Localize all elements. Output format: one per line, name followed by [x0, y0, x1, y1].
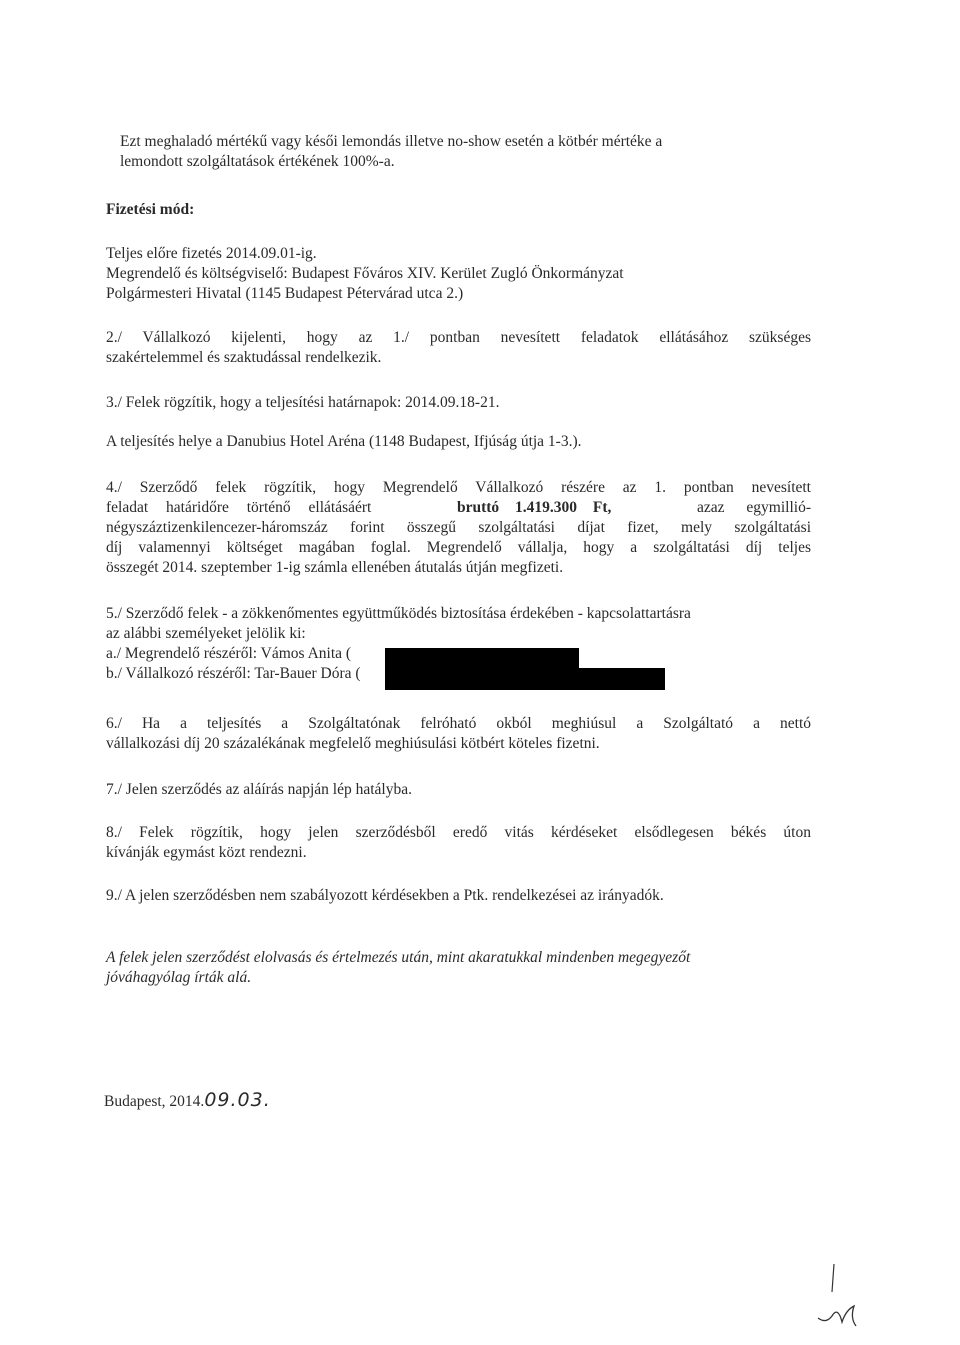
clause-6: [106, 714, 811, 754]
text-line: Ezt meghaladó mértékű vagy késői lemondás illetve no-show esetén a kötbér mértéke a: [120, 133, 663, 150]
text-line: A teljesítés helye a Danubius Hotel Aréna (1148 Budapest, Ifjúság útja 1-3.).: [106, 433, 582, 450]
text-line: négyszáztizenkilencezer-háromszáz forint összegű szolgáltatási díjat fizet, mely szolgáltatási: [106, 519, 811, 536]
redaction-block: [385, 668, 665, 690]
payment-details: [106, 244, 811, 304]
clause-8: [106, 823, 811, 863]
text-line: 2./ Vállalkozó kijelenti, hogy az 1./ pontban nevesített feladatok ellátásához szükséges: [106, 329, 811, 346]
text-line: Polgármesteri Hivatal (1145 Budapest Pétervárad utca 2.): [106, 285, 464, 302]
place-and-date: [104, 1090, 404, 1112]
text-line: díj valamennyi költséget magában foglal. Megrendelő vállalja, hogy a szolgáltatási díj teljes: [106, 539, 811, 556]
text-line: kívánják egymást közt rendezni.: [106, 844, 307, 861]
text-line: 4./ Szerződő felek rögzítik, hogy Megrendelő Vállalkozó részére az 1. pontban nevesített: [106, 479, 811, 496]
text-line: Teljes előre fizetés 2014.09.01-ig.: [106, 245, 317, 262]
text-line: összegét 2014. szeptember 1-ig számla ellenében átutalás útján megfizeti.: [106, 559, 564, 576]
contact-contractor: b./ Vállalkozó részéről: Tar-Bauer Dóra (: [106, 665, 361, 682]
text-line: Megrendelő és költségviselő: Budapest Főváros XIV. Kerület Zugló Önkormányzat: [106, 265, 624, 282]
text-line: az alábbi személyeket jelölik ki:: [106, 625, 306, 642]
signature-mark: [812, 1262, 872, 1332]
paragraph-cancellation: [106, 132, 811, 172]
clause-4: [106, 478, 811, 578]
contact-customer: a./ Megrendelő részéről: Vámos Anita (: [106, 645, 352, 662]
gross-amount: bruttó 1.419.300 Ft,: [456, 499, 612, 516]
amount-in-words: azaz egymillió-: [697, 499, 811, 516]
place-date-printed: Budapest, 2014.: [104, 1093, 205, 1110]
clause-2: [106, 328, 811, 368]
clause-3: [106, 393, 811, 452]
text-line: A felek jelen szerződést elolvasás és értelmezés után, mint akaratukkal mindenben megegyezőt: [106, 949, 691, 966]
handwritten-date: 09.03.: [204, 1089, 271, 1111]
clause-9: 9./ A jelen szerződésben nem szabályozott kérdésekben a Ptk. rendelkezései az irányadók.: [106, 887, 664, 904]
text-line: 8./ Felek rögzítik, hogy jelen szerződésből eredő vitás kérdéseket elsődlegesen békés úton: [106, 824, 811, 841]
text-line: 5./ Szerződő felek - a zökkenőmentes együttműködés biztosítása érdekében - kapcsolattartásra: [106, 605, 691, 622]
text-line: 3./ Felek rögzítik, hogy a teljesítési határnapok: 2014.09.18-21.: [106, 394, 500, 411]
payment-heading: Fizetési mód:: [106, 201, 195, 218]
closing-statement: [106, 948, 811, 988]
text-line: jóváhagyólag írták alá.: [106, 969, 252, 986]
text-line: lemondott szolgáltatások értékének 100%-a.: [120, 153, 395, 170]
text-line: vállalkozási díj 20 százalékának megfelelő meghiúsulási kötbért köteles fizetni.: [106, 735, 600, 752]
redaction-block: [385, 648, 579, 668]
text-line: 6./ Ha a teljesítés a Szolgáltatónak felróható okból meghiúsul a Szolgáltató a nettó: [106, 715, 811, 732]
clause-7: 7./ Jelen szerződés az aláírás napján lép hatályba.: [106, 781, 412, 798]
text-line: [106, 498, 811, 518]
clause-4-text: feladat határidőre történő ellátásáért: [106, 499, 372, 516]
text-line: szakértelemmel és szaktudással rendelkezik.: [106, 349, 382, 366]
